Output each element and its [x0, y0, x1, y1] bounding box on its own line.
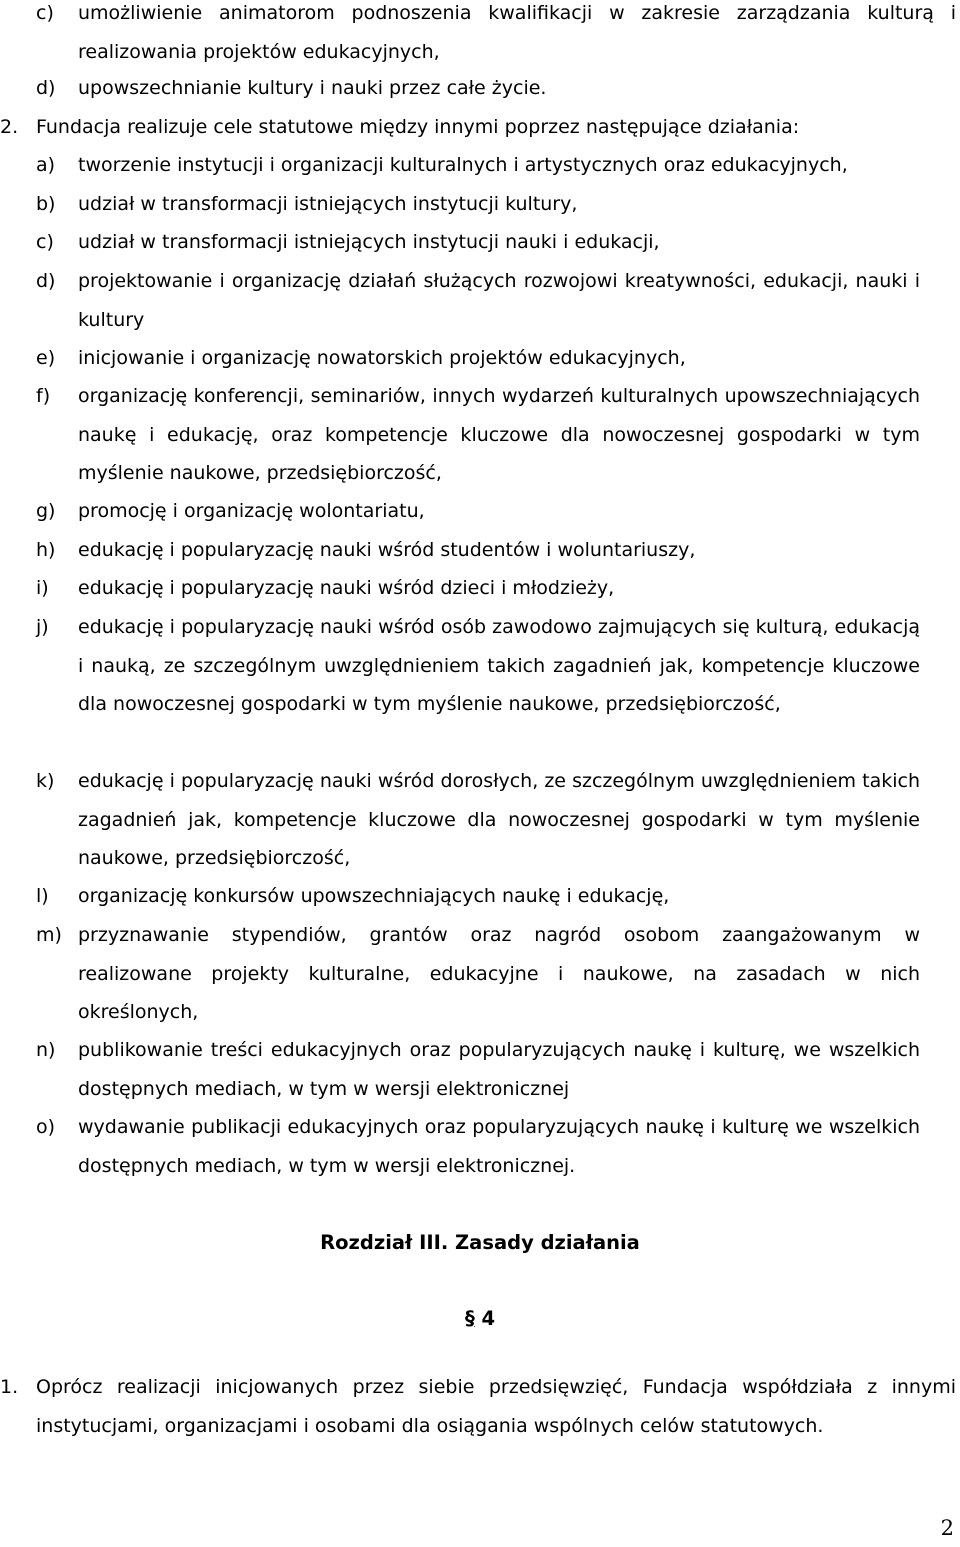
action-label: c)	[36, 231, 54, 253]
list-item-label: c)	[36, 2, 54, 24]
action-label: e)	[36, 347, 56, 369]
action-text: inicjowanie i organizację nowatorskich projektów edukacyjnych,	[78, 347, 686, 369]
action-label: f)	[36, 385, 51, 407]
action-item-b	[0, 185, 920, 224]
action-text: promocję i organizację wolontariatu,	[78, 500, 425, 522]
action-label: h)	[36, 539, 56, 561]
action-label: d)	[36, 270, 56, 292]
action-text: tworzenie instytucji i organizacji kulturalnych i artystycznych oraz edukacyjnych,	[78, 154, 848, 176]
action-text: edukację i popularyzację nauki wśród studentów i woluntariuszy,	[78, 539, 696, 561]
list-item-d-top	[36, 69, 956, 108]
action-label: m)	[36, 924, 62, 946]
action-text: przyznawanie stypendiów, grantów oraz nagród osobom zaangażowanym w realizowane projekty kulturalne, edukacyjne i naukowe, na zasadach w nich określonych,	[78, 924, 920, 1023]
action-item-j	[0, 608, 920, 724]
action-label: o)	[36, 1116, 56, 1138]
action-item-l	[0, 877, 920, 916]
action-text: edukację i popularyzację nauki wśród dzieci i młodzieży,	[78, 577, 615, 599]
chapter-heading: Rozdział III. Zasady działania	[320, 1231, 640, 1254]
action-label: j)	[36, 616, 49, 638]
action-text: wydawanie publikacji edukacyjnych oraz popularyzujących naukę i kulturę we wszelkich dostępnych mediach, w tym w wersji elektronicznej.	[78, 1116, 920, 1177]
action-item-h	[0, 531, 920, 570]
action-label: g)	[36, 500, 56, 522]
action-text: udział w transformacji istniejących instytucji kultury,	[78, 193, 578, 215]
action-item-k	[0, 762, 920, 878]
action-label: i)	[36, 577, 49, 599]
action-text: organizację konkursów upowszechniających naukę i edukację,	[78, 885, 670, 907]
action-item-m	[0, 916, 920, 1032]
action-item-n	[0, 1031, 920, 1108]
action-label: a)	[36, 154, 56, 176]
list-item-text: upowszechnianie kultury i nauki przez całe życie.	[78, 77, 547, 99]
action-text: edukację i popularyzację nauki wśród osób zawodowo zajmujących się kulturą, edukacją i nauką, ze szczególnym uwzględnieniem takich zagadnień jak, kompetencje kluczowe dla nowoczesnej gospodarki w tym myślenie naukowe, przedsiębiorczość,	[78, 616, 920, 715]
action-item-o	[0, 1108, 920, 1185]
point-text: Fundacja realizuje cele statutowe między innymi poprzez następujące działania:	[36, 116, 800, 138]
action-item-f	[0, 377, 920, 493]
section-heading	[0, 1300, 960, 1338]
action-text: publikowanie treści edukacyjnych oraz popularyzujących naukę i kulturę, we wszelkich dostępnych mediach, w tym w wersji elektronicznej	[78, 1039, 920, 1100]
point-label: 2.	[0, 116, 19, 138]
action-text: edukację i popularyzację nauki wśród dorosłych, ze szczególnym uwzględnieniem takich zagadnień jak, kompetencje kluczowe dla nowoczesnej gospodarki w tym myślenie naukowe, przedsiębiorczość,	[78, 770, 920, 869]
section-paragraph-1	[0, 1368, 956, 1445]
section-sign: §	[464, 1307, 475, 1330]
paragraph-text: Oprócz realizacji inicjowanych przez siebie przedsięwzięć, Fundacja współdziała z innymi instytucjami, organizacjami i osobami dla osiągania wspólnych celów statutowych.	[36, 1376, 956, 1437]
list-item-c-top	[36, 0, 956, 71]
action-label: b)	[36, 193, 56, 215]
list-item-label: d)	[36, 77, 56, 99]
action-text: udział w transformacji istniejących instytucji nauki i edukacji,	[78, 231, 660, 253]
page-number: 2	[940, 1516, 954, 1540]
action-label: k)	[36, 770, 55, 792]
action-text: organizację konferencji, seminariów, innych wydarzeń kulturalnych upowszechniających naukę i edukację, oraz kompetencje kluczowe dla nowoczesnej gospodarki w tym myślenie naukowe, przedsiębiorczość,	[78, 385, 920, 484]
action-text: projektowanie i organizację działań służących rozwojowi kreatywności, edukacji, nauki i kultury	[78, 270, 920, 331]
action-item-a	[0, 146, 920, 185]
action-item-e	[0, 339, 920, 378]
action-item-d	[0, 262, 920, 339]
action-label: n)	[36, 1039, 56, 1061]
list-item-text: umożliwienie animatorom podnoszenia kwalifikacji w zakresie zarządzania kulturą i realizowania projektów edukacyjnych,	[78, 2, 956, 63]
action-item-g	[0, 492, 920, 531]
action-item-c	[0, 223, 920, 262]
numbered-point-2	[0, 108, 956, 147]
action-label: l)	[36, 885, 49, 907]
section-number: 4	[481, 1307, 496, 1330]
action-item-i	[0, 569, 920, 608]
paragraph-label: 1.	[0, 1376, 19, 1398]
